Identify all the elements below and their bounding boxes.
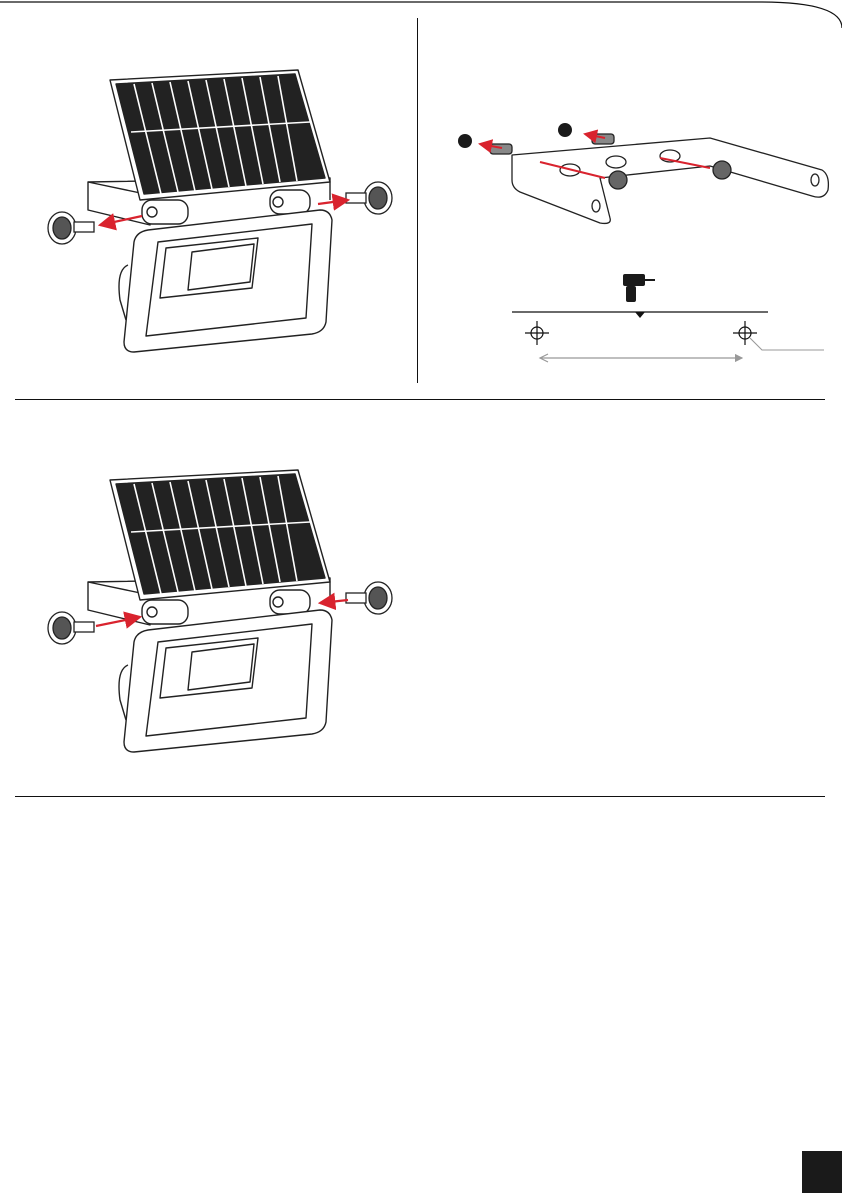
bracket-wall-mounting-illustration [440,100,835,380]
vertical-divider [417,18,418,383]
right-knob-icon [346,582,392,614]
drill-hole-marker-left [525,321,549,345]
solar-floodlight-disassembly-illustration [30,60,410,360]
solar-floodlight-assembly-illustration [30,460,410,760]
step-marker-dot-1 [458,134,472,148]
arrow-right-outward [318,200,348,204]
drill-icon [623,274,655,302]
crop-mark-line [0,0,842,32]
arrow-right-inward [320,600,348,603]
right-knob-icon [346,182,392,214]
page-corner-tab [802,1151,842,1193]
left-knob-icon [48,212,94,244]
horizontal-divider-top [15,399,825,400]
step-marker-dot-2 [558,123,572,137]
horizontal-divider-bottom [15,796,825,797]
left-knob-icon [48,612,94,644]
